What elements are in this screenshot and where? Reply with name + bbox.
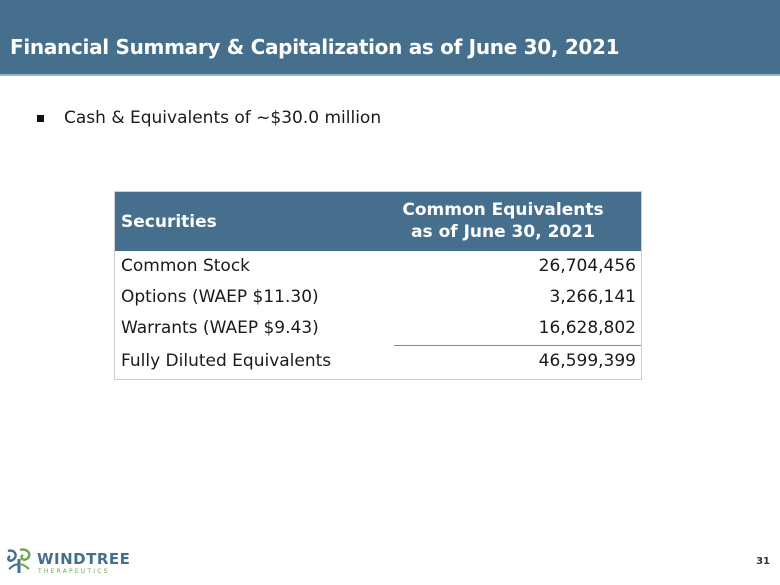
header-equivalents-line1: Common Equivalents	[402, 200, 604, 220]
header-securities: Securities	[121, 212, 217, 232]
bullet-text: Cash & Equivalents of ~$30.0 million	[64, 108, 382, 128]
row-value: 16,628,802	[538, 318, 636, 338]
header-common-equivalents	[393, 199, 613, 243]
row-name: Fully Diluted Equivalents	[121, 351, 332, 371]
row-name: Options (WAEP $11.30)	[121, 287, 319, 307]
row-value: 46,599,399	[538, 351, 636, 371]
bullet-item	[37, 108, 381, 128]
header-equivalents-line2: as of June 30, 2021	[411, 222, 595, 242]
row-name: Common Stock	[121, 256, 251, 276]
tree-logo-icon	[4, 547, 34, 575]
table-header	[115, 192, 641, 251]
company-logo	[4, 547, 131, 577]
capitalization-table	[114, 191, 642, 380]
row-value: 3,266,141	[549, 287, 636, 307]
table-row-warrants	[115, 313, 641, 344]
row-name: Warrants (WAEP $9.43)	[121, 318, 319, 338]
slide-title: Financial Summary & Capitalization as of June 30, 2021	[10, 35, 620, 59]
title-bar	[0, 0, 780, 76]
logo-tagline: THERAPEUTICS	[38, 568, 110, 575]
table-row-options	[115, 282, 641, 313]
page-number: 31	[756, 556, 770, 567]
logo-wordmark: WINDTREE	[37, 550, 131, 568]
table-row-common-stock	[115, 251, 641, 282]
row-value: 26,704,456	[538, 256, 636, 276]
bullet-square-icon	[37, 115, 44, 122]
table-row-fully-diluted	[115, 346, 641, 377]
